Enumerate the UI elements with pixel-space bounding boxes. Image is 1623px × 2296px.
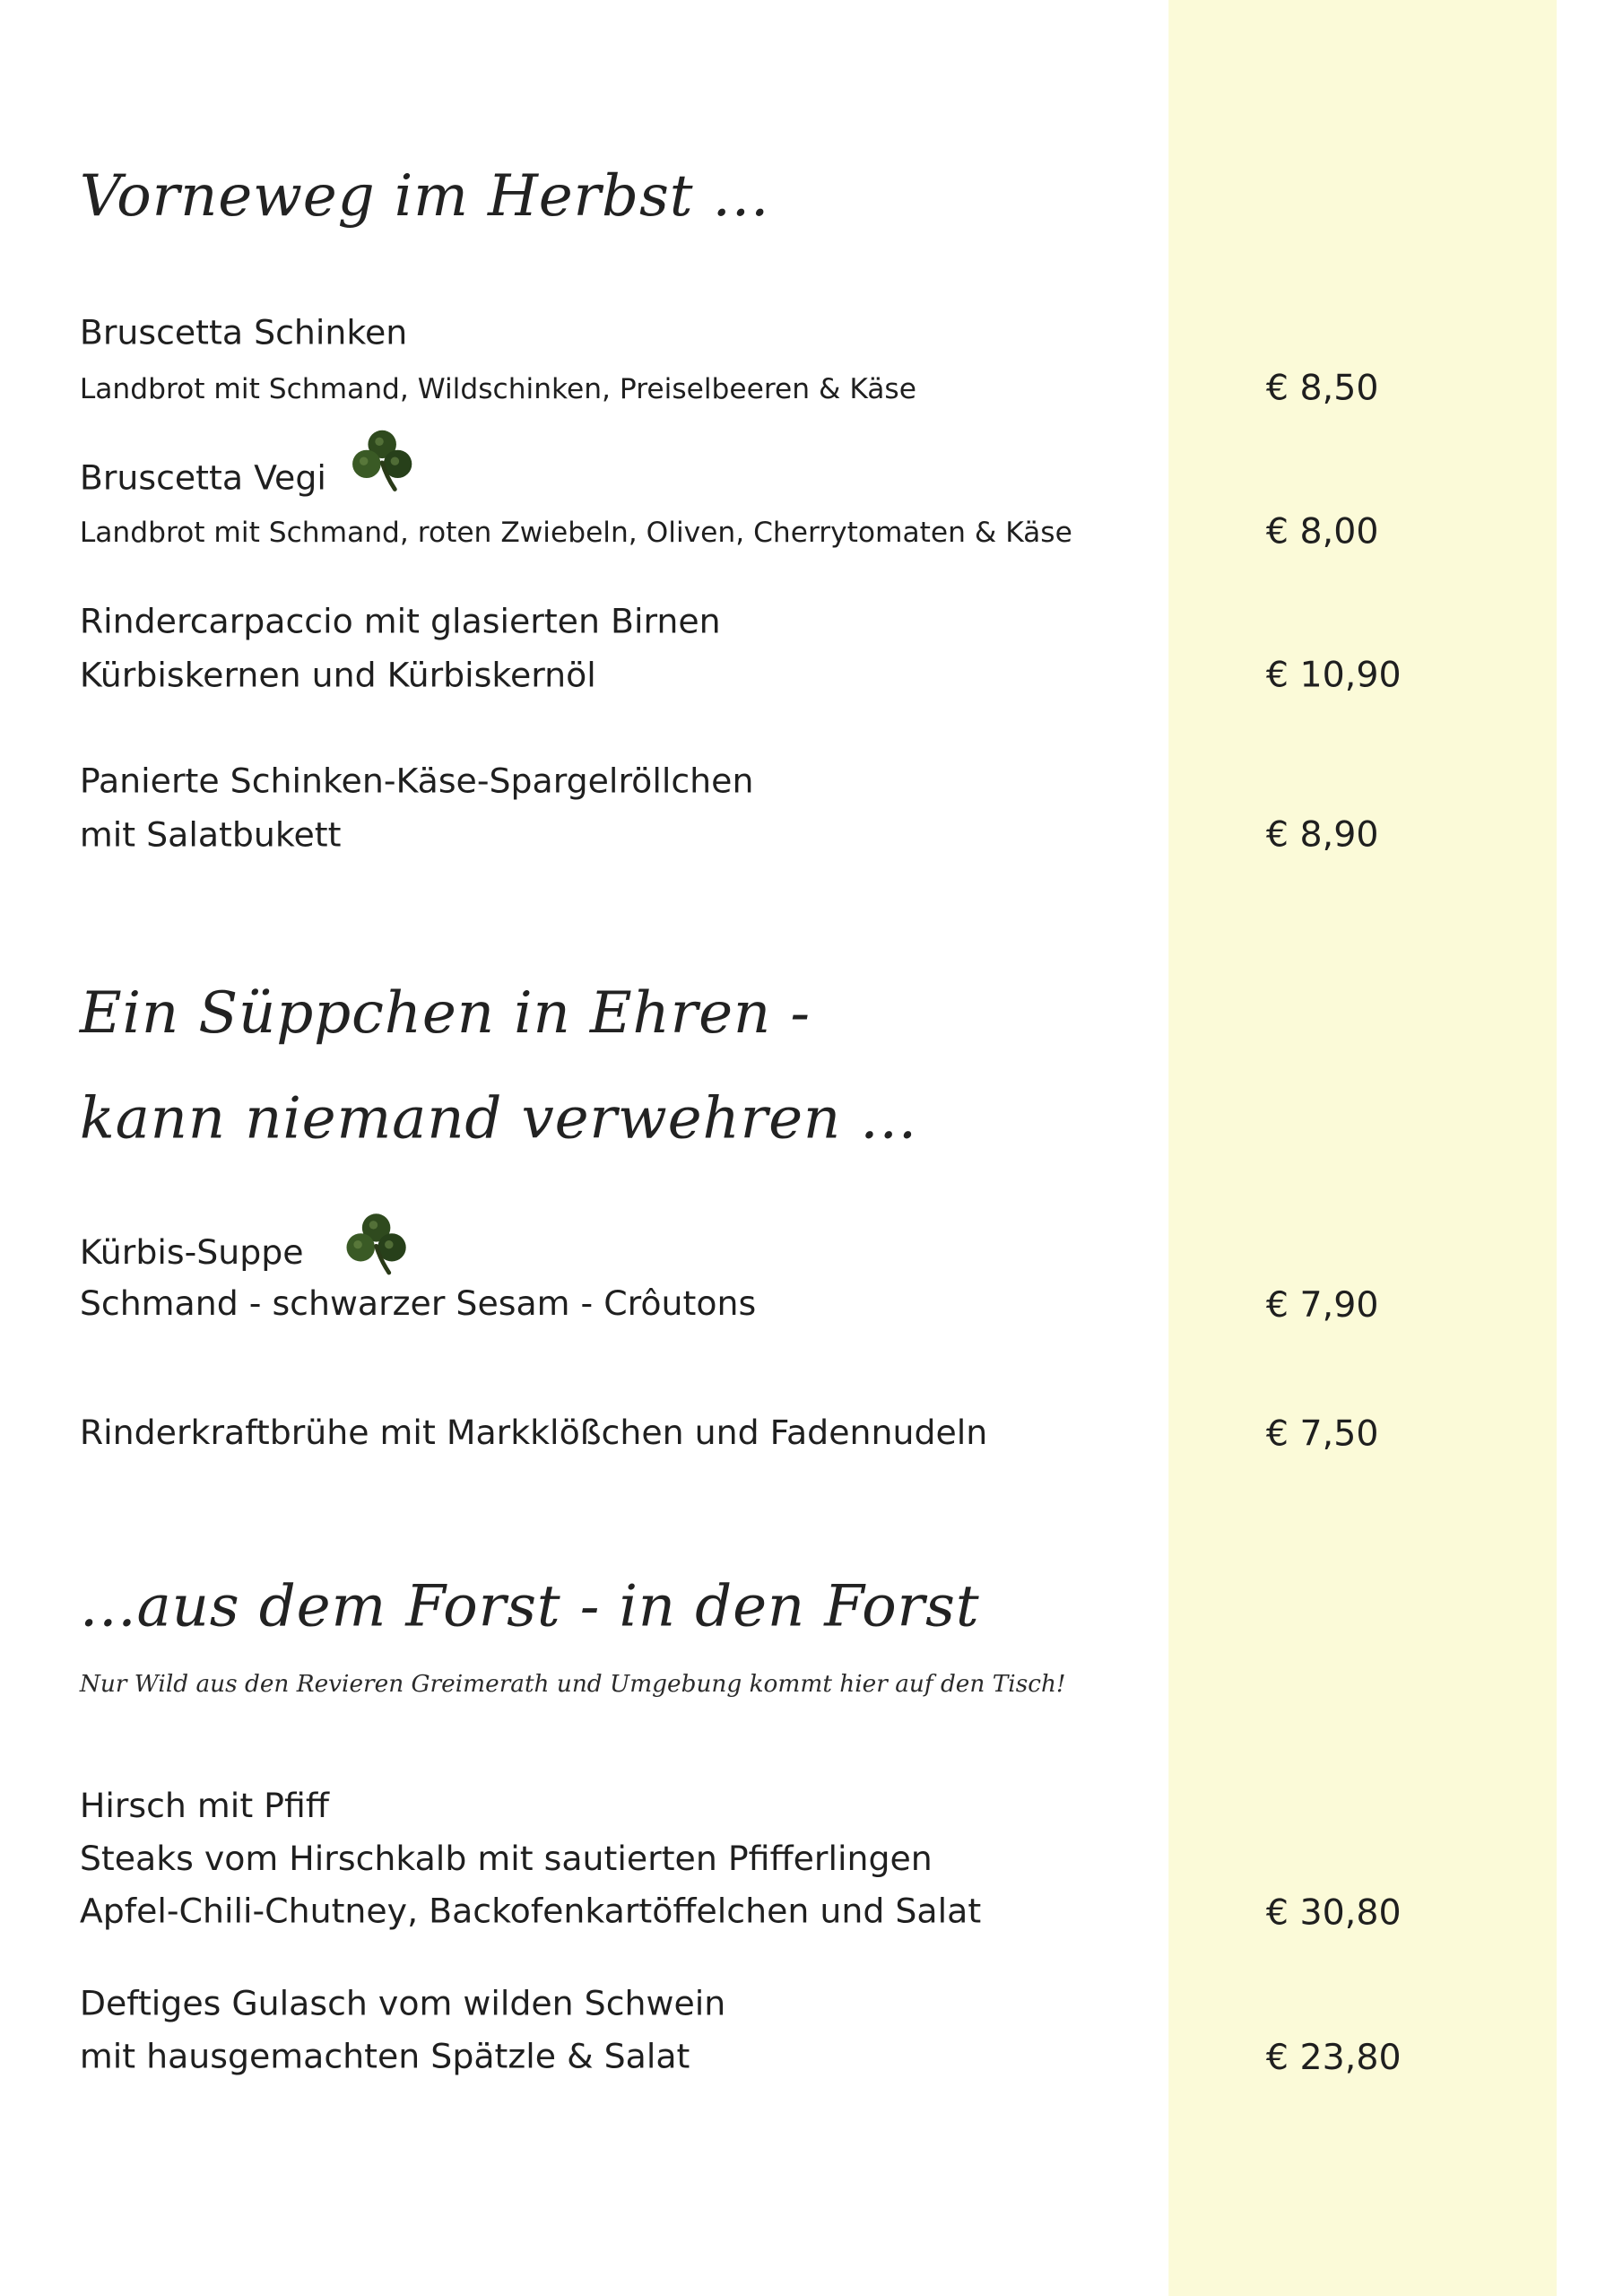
item-line-carpaccio-2: Kürbiskernen und Kürbiskernöl	[79, 657, 596, 696]
item-line-hirsch-2: Steaks vom Hirschkalb mit sautierten Pfifferlingen	[79, 1840, 933, 1879]
item-price-gulasch: € 23,80	[1265, 2037, 1402, 2078]
item-name-bruscetta-vegi: Bruscetta Vegi	[79, 459, 326, 499]
section-note-forest: Nur Wild aus den Revieren Greimerath und Umgebung kommt hier auf den Tisch!	[79, 1669, 1066, 1698]
item-price-schinken-roellchen: € 8,90	[1265, 813, 1379, 856]
section-heading-soup-line-2: kann niemand verwehren ...	[79, 1086, 917, 1152]
item-price-carpaccio: € 10,90	[1265, 654, 1402, 696]
section-heading-soup-line-1: Ein Süppchen in Ehren -	[79, 980, 811, 1048]
item-line-schinken-roellchen-2: mit Salatbukett	[79, 817, 342, 856]
item-line-hirsch-1: Hirsch mit Pfiff	[79, 1787, 329, 1826]
clover-icon	[348, 426, 416, 493]
item-price-rinderkraftbruehe: € 7,50	[1265, 1413, 1379, 1455]
item-price-hirsch: € 30,80	[1265, 1892, 1402, 1934]
price-column-background	[1168, 0, 1557, 2296]
item-price-bruscetta-schinken: € 8,50	[1265, 367, 1379, 409]
section-heading-autumn-starters: Vorneweg im Herbst ...	[79, 163, 770, 230]
item-description-kuerbis-suppe: Schmand - schwarzer Sesam - Crôutons	[79, 1285, 757, 1324]
item-price-bruscetta-vegi: € 8,00	[1265, 510, 1379, 552]
item-line-hirsch-3: Apfel-Chili-Chutney, Backofenkartöffelchen und Salat	[79, 1893, 982, 1932]
item-price-kuerbis-suppe: € 7,90	[1265, 1283, 1379, 1326]
item-name-bruscetta-schinken: Bruscetta Schinken	[79, 315, 408, 353]
item-name-kuerbis-suppe: Kürbis-Suppe	[79, 1234, 304, 1273]
item-line-schinken-roellchen-1: Panierte Schinken-Käse-Spargelröllchen	[79, 762, 754, 802]
item-description-bruscetta-schinken: Landbrot mit Schmand, Wildschinken, Preiselbeeren & Käse	[79, 373, 916, 406]
section-heading-forest: ...aus dem Forst - in den Forst	[79, 1574, 980, 1640]
item-name-rinderkraftbruehe: Rinderkraftbrühe mit Markklößchen und Fadennudeln	[79, 1414, 988, 1453]
item-description-bruscetta-vegi: Landbrot mit Schmand, roten Zwiebeln, Oliven, Cherrytomaten & Käse	[79, 517, 1072, 550]
item-line-gulasch-1: Deftiges Gulasch vom wilden Schwein	[79, 1985, 726, 2024]
item-line-gulasch-2: mit hausgemachten Spätzle & Salat	[79, 2038, 690, 2077]
clover-icon	[343, 1210, 411, 1277]
item-line-carpaccio-1: Rindercarpaccio mit glasierten Birnen	[79, 603, 721, 642]
